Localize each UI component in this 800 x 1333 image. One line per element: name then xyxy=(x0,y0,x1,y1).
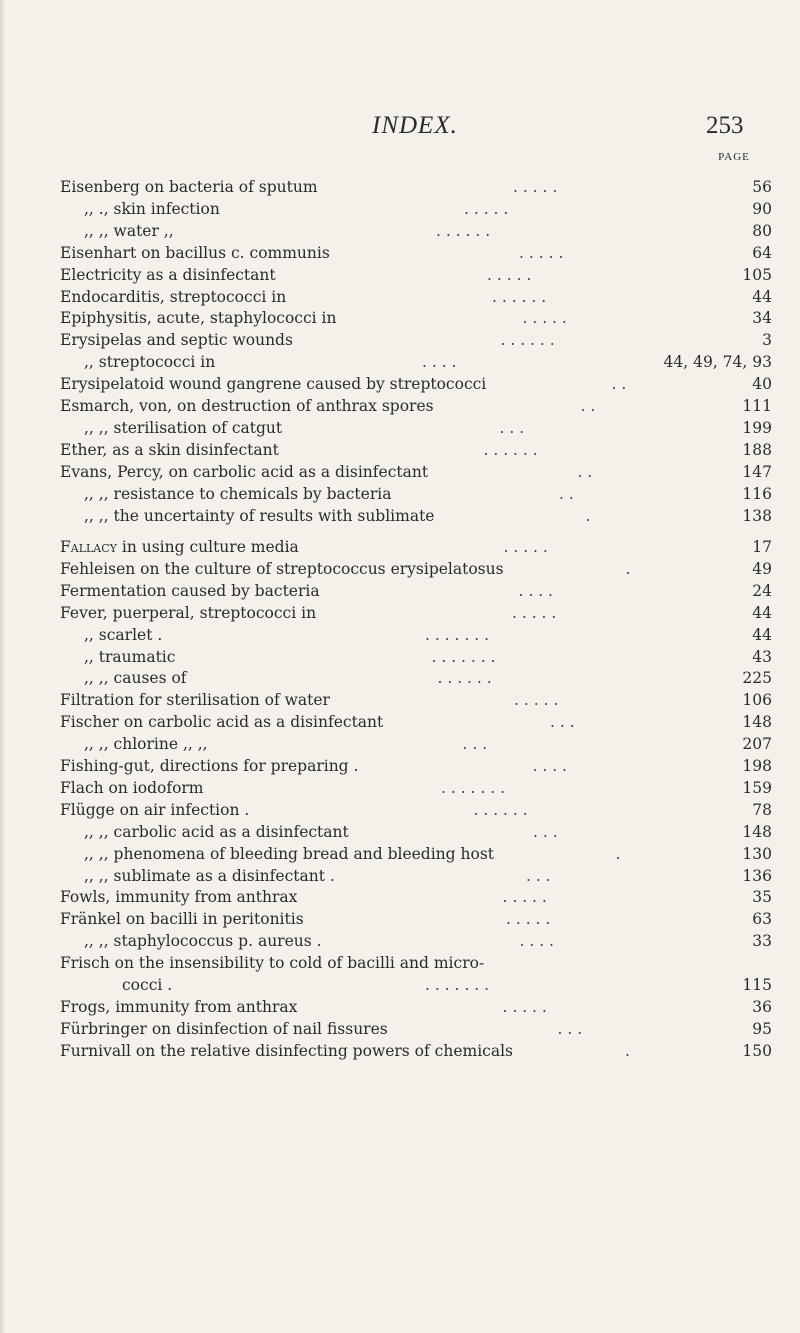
entry-term xyxy=(60,439,279,461)
entry-term xyxy=(60,329,293,351)
entry-leader-dots: . . xyxy=(611,375,627,394)
entry-term-text: Fränkel on bacilli in peritonitis xyxy=(60,910,304,929)
entry-term-text: ,, ,, sterilisation of catgut xyxy=(84,418,283,437)
entry-page-ref: 64 xyxy=(752,243,772,262)
entry-page-ref: 106 xyxy=(742,691,772,710)
index-entry xyxy=(60,624,772,646)
entry-term xyxy=(60,461,428,483)
entry-term xyxy=(60,799,249,821)
entry-leader-dots: . . . . . xyxy=(512,603,557,622)
entry-term-text: Frogs, immunity from anthrax xyxy=(60,997,298,1016)
index-entry xyxy=(60,996,772,1018)
entry-leader-dots: . xyxy=(625,1041,630,1060)
entry-page-ref: 111 xyxy=(742,397,772,415)
entry-term-text: Fürbringer on disinfection of nail fissures xyxy=(60,1019,388,1038)
entry-page-ref: 44 xyxy=(752,287,772,306)
index-entry xyxy=(60,505,772,527)
entry-page-ref: 115 xyxy=(742,976,772,994)
entry-page-ref: 90 xyxy=(752,199,772,218)
entry-term xyxy=(60,307,337,329)
index-entry xyxy=(60,395,772,417)
entry-term xyxy=(60,755,358,777)
index-entry xyxy=(60,689,772,711)
index-entry xyxy=(60,351,772,373)
entry-leader-dots: . . . . . xyxy=(513,178,558,196)
page-column-label: PAGE xyxy=(718,151,750,163)
entry-leader-dots: . . . . . . . xyxy=(425,625,490,644)
entry-term-text: in using culture media xyxy=(116,538,299,556)
entry-leader-dots: . . . . . xyxy=(519,243,564,262)
entry-page-ref: 78 xyxy=(752,800,772,819)
entry-term xyxy=(60,777,204,799)
entry-term-text: Flügge on air infection . xyxy=(60,800,250,819)
entry-leader-dots: . . . . . xyxy=(464,199,509,218)
entry-term-text: Furnivall on the relative disinfecting powers of chemicals xyxy=(60,1041,513,1060)
entry-term xyxy=(60,886,297,908)
index-entry xyxy=(60,461,772,483)
entry-term xyxy=(60,373,486,395)
entry-page-ref: 198 xyxy=(742,757,772,775)
entry-page-ref: 33 xyxy=(752,932,772,951)
entry-leader-dots: . . . xyxy=(533,822,558,841)
entry-leader-dots: . . . . . xyxy=(502,888,547,907)
entry-leader-dots: . . . xyxy=(526,866,551,885)
entry-term xyxy=(84,865,335,887)
entry-page-ref: 35 xyxy=(752,888,772,907)
entry-term-text: Epiphysitis, acute, staphylococci in xyxy=(60,309,337,328)
entry-term xyxy=(60,1040,513,1062)
entry-leader-dots: . . . xyxy=(550,713,575,732)
entry-page-ref: 136 xyxy=(742,866,772,885)
entry-page-ref: 105 xyxy=(742,265,772,284)
entry-term xyxy=(84,483,391,505)
index-entry xyxy=(60,908,772,930)
entry-term-text: Fishing-gut, directions for preparing . xyxy=(60,757,359,775)
entry-leader-dots: . . . . xyxy=(532,757,567,775)
index-entry xyxy=(60,865,772,887)
entry-leader-dots: . . . . . . xyxy=(436,221,491,240)
index-entry xyxy=(60,799,772,821)
running-title: INDEX. xyxy=(372,112,458,139)
entry-term xyxy=(84,417,282,439)
entry-page-ref: 56 xyxy=(752,178,772,196)
entry-term xyxy=(60,580,320,602)
entry-term-text: ,, ,, phenomena of bleeding bread and bleeding host xyxy=(84,844,495,863)
entry-page-ref: 130 xyxy=(742,844,772,863)
entry-term-text: Evans, Percy, on carbolic acid as a disinfectant xyxy=(60,462,429,481)
entry-term-text: Endocarditis, streptococci in xyxy=(60,287,287,306)
entry-leader-dots: . . . . . xyxy=(514,691,559,710)
index-entry xyxy=(60,755,772,777)
entry-leader-dots: . . . . . . xyxy=(500,331,555,350)
entry-term xyxy=(60,1018,388,1040)
entry-term xyxy=(60,711,383,733)
entry-page-ref: 207 xyxy=(742,735,772,754)
entry-term-text: Erysipelas and septic wounds xyxy=(60,331,293,350)
entry-term xyxy=(84,930,322,952)
entry-term-text: ,, ,, resistance to chemicals by bacteria xyxy=(84,484,392,503)
entry-term xyxy=(84,821,349,843)
index-entry xyxy=(60,580,772,602)
entry-term-text: ,, ., skin infection xyxy=(84,199,220,218)
entry-leader-dots: . . xyxy=(577,462,593,481)
entry-page-ref: 116 xyxy=(742,484,772,503)
entry-term xyxy=(60,558,504,580)
entry-term xyxy=(60,286,286,308)
entry-term xyxy=(84,646,175,668)
index-entry xyxy=(60,886,772,908)
index-entry xyxy=(60,373,772,395)
entry-page-ref: 148 xyxy=(742,822,772,841)
index-entry xyxy=(60,952,772,974)
index-entry xyxy=(60,843,772,865)
index-entry xyxy=(60,286,772,308)
entry-term xyxy=(60,264,276,286)
entry-page-ref: 44 xyxy=(752,603,772,622)
entry-page-ref: 44, 49, 74, 93 xyxy=(663,353,772,372)
entry-term-text: ,, ,, causes of xyxy=(84,669,187,688)
entry-term xyxy=(84,667,187,689)
entry-page-ref: 199 xyxy=(742,418,772,437)
entry-term-text: ,, ,, the uncertainty of results with sublimate xyxy=(84,506,435,525)
page-number: 253 xyxy=(706,112,744,139)
entry-leader-dots: . . . . . . xyxy=(437,669,492,688)
entry-term xyxy=(60,689,330,711)
entry-leader-dots: . . . . . . . xyxy=(431,647,496,666)
entry-term-text: Fehleisen on the culture of streptococcus erysipelatosus xyxy=(60,559,504,578)
index-entry xyxy=(60,329,772,351)
entry-leader-dots: . . . . . . xyxy=(492,287,547,306)
entry-leader-dots: . . . . xyxy=(518,581,553,600)
entry-leader-dots: . . xyxy=(559,484,574,503)
index-entry xyxy=(60,307,772,329)
entry-page-ref: 34 xyxy=(752,309,772,328)
page-header xyxy=(0,112,800,152)
entry-term-text: ,, ,, staphylococcus p. aureus . xyxy=(84,932,322,951)
entry-term xyxy=(84,198,220,220)
entry-term xyxy=(60,996,297,1018)
entry-page-ref: 43 xyxy=(752,647,772,666)
index-entry xyxy=(60,439,772,461)
entry-term xyxy=(60,908,304,930)
entry-page-ref: 138 xyxy=(742,506,772,525)
index-entry xyxy=(60,483,772,505)
entry-page-ref: 148 xyxy=(742,713,772,732)
entry-leader-dots: . . xyxy=(580,397,596,415)
index-entry xyxy=(60,220,772,242)
entry-page-ref: 3 xyxy=(762,331,772,350)
index-entry xyxy=(60,777,772,799)
entry-term-text: Erysipelatoid wound gangrene caused by streptococci xyxy=(60,375,487,394)
entry-leader-dots: . . . . . xyxy=(522,309,567,328)
entry-page-ref: 225 xyxy=(742,669,772,688)
entry-page-ref: 80 xyxy=(752,221,772,240)
index-entry xyxy=(60,711,772,733)
entry-term xyxy=(84,351,215,373)
entry-leader-dots: . . . . . . xyxy=(473,800,528,819)
entry-page-ref: 95 xyxy=(752,1019,772,1038)
entry-leader-dots: . . . . . xyxy=(487,265,532,284)
entry-term xyxy=(60,602,316,624)
entry-term-text: Esmarch, von, on destruction of anthrax spores xyxy=(60,397,434,415)
entry-lead-word: Fallacy xyxy=(60,538,117,556)
entry-term-text: ,, ,, sublimate as a disinfectant . xyxy=(84,866,335,885)
index-entry xyxy=(60,198,772,220)
entry-term-text: ,, scarlet . xyxy=(84,625,163,644)
entry-page-ref: 36 xyxy=(752,997,772,1016)
entry-term xyxy=(84,624,162,646)
index-entry xyxy=(60,821,772,843)
index-entry xyxy=(60,176,772,198)
entry-page-ref: 150 xyxy=(742,1041,772,1060)
entry-term xyxy=(84,733,208,755)
entry-term-text: ,, ,, water ,, xyxy=(84,221,174,240)
entry-term-text: Eisenhart on bacillus c. communis xyxy=(60,243,330,262)
index-entry xyxy=(60,536,772,558)
entry-term-text: Eisenberg on bacteria of sputum xyxy=(60,178,318,196)
entry-term-text: Flach on iodoform xyxy=(60,778,204,797)
entry-term-text: Fowls, immunity from anthrax xyxy=(60,888,298,907)
index-entry xyxy=(60,602,772,624)
index-entry xyxy=(60,242,772,264)
entry-page-ref: 17 xyxy=(752,538,772,556)
index-entry xyxy=(60,264,772,286)
entry-term-text: Ether, as a skin disinfectant xyxy=(60,440,279,459)
entry-leader-dots: . . . . . xyxy=(503,538,548,556)
entry-page-ref: 24 xyxy=(752,581,772,600)
entry-leader-dots: . . . . xyxy=(422,353,457,372)
entry-page-ref: 188 xyxy=(742,440,772,459)
entry-term-text: ,, streptococci in xyxy=(84,353,216,372)
entry-leader-dots: . . . xyxy=(499,418,525,437)
entry-term xyxy=(60,176,318,198)
index-entry xyxy=(60,667,772,689)
entry-page-ref: 147 xyxy=(742,462,772,481)
entry-leader-dots: . . . . . xyxy=(506,910,551,929)
entry-leader-dots: . xyxy=(615,844,621,863)
entry-term xyxy=(84,220,174,242)
entry-term xyxy=(60,242,330,264)
entry-term-text: Fischer on carbolic acid as a disinfectant xyxy=(60,713,384,732)
entry-leader-dots: . xyxy=(585,506,591,525)
entry-term-text: Electricity as a disinfectant xyxy=(60,265,276,284)
entry-leader-dots: . xyxy=(625,559,631,578)
entry-page-ref: 49 xyxy=(752,559,772,578)
entry-page-ref: 44 xyxy=(752,625,772,644)
entry-leader-dots: . . . . . . xyxy=(483,440,538,459)
entry-term-text: Filtration for sterilisation of water xyxy=(60,691,330,710)
entry-term-text: Fever, puerperal, streptococci in xyxy=(60,603,317,622)
entry-leader-dots: . . . xyxy=(557,1019,583,1038)
entry-leader-dots: . . . . . . . xyxy=(441,778,506,797)
index-entry xyxy=(60,930,772,952)
index-entry xyxy=(60,1040,772,1062)
index-entry xyxy=(60,646,772,668)
entry-term-text: Fermentation caused by bacteria xyxy=(60,581,320,600)
entry-page-ref: 40 xyxy=(752,375,772,394)
entry-leader-dots: . . . xyxy=(462,735,488,754)
index-entry xyxy=(60,558,772,580)
page-edge xyxy=(0,0,6,1333)
entry-term xyxy=(60,952,484,974)
index-entry xyxy=(60,733,772,755)
entry-term-text: Frisch on the insensibility to cold of bacilli and micro- xyxy=(60,954,485,973)
entry-term xyxy=(60,536,299,558)
entry-term-text: ,, ,, chlorine ,, ,, xyxy=(84,735,208,754)
entry-term-text: ,, ,, carbolic acid as a disinfectant xyxy=(84,822,349,841)
entry-term-text: cocci . xyxy=(122,976,173,994)
entry-term xyxy=(84,843,494,865)
entry-term-text: ,, traumatic xyxy=(84,647,176,666)
entry-term xyxy=(60,395,434,417)
entry-term xyxy=(122,974,172,996)
index-entry xyxy=(60,417,772,439)
index-entry xyxy=(60,1018,772,1040)
entry-leader-dots: . . . . . xyxy=(502,997,547,1016)
entry-page-ref: 63 xyxy=(752,910,772,929)
index-entry xyxy=(60,974,772,996)
entry-leader-dots: . . . . . . . xyxy=(425,976,490,994)
entry-page-ref: 159 xyxy=(742,778,772,797)
entry-term xyxy=(84,505,434,527)
entry-leader-dots: . . . . xyxy=(519,932,554,951)
